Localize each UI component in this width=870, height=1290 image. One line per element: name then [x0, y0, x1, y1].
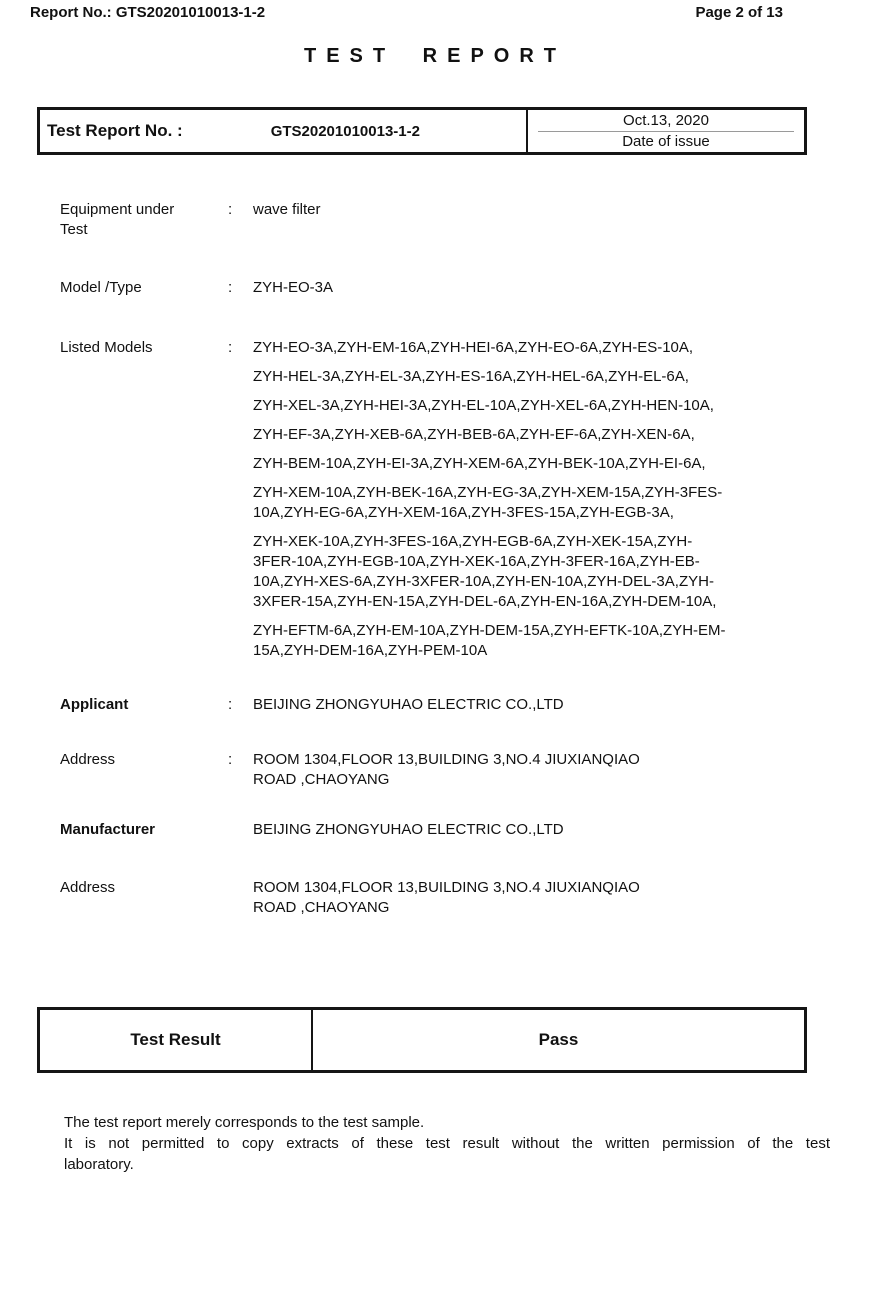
- address-line: ROAD ,CHAOYANG: [253, 771, 390, 788]
- test-result-label: Test Result: [40, 1010, 313, 1070]
- field-value: [253, 878, 820, 918]
- field-colon: :: [228, 696, 233, 713]
- page-title: TEST REPORT: [303, 45, 566, 67]
- field-value: BEIJING ZHONGYUHAO ELECTRIC CO.,LTD: [253, 821, 564, 838]
- disclaimer-line: It is not permitted to copy extracts of these test result without the written permission of the test: [64, 1135, 830, 1152]
- model-line: ZYH-EF-3A,ZYH-XEB-6A,ZYH-BEB-6A,ZYH-EF-6A,ZYH-XEN-6A,: [253, 426, 695, 443]
- field-colon: :: [228, 201, 233, 218]
- field-label: Model /Type: [60, 279, 142, 296]
- model-line: ZYH-EFTM-6A,ZYH-EM-10A,ZYH-DEM-15A,ZYH-EFTK-10A,ZYH-EM-: [253, 622, 726, 639]
- issue-date-caption: Date of issue: [622, 133, 710, 151]
- model-line: ZYH-XEK-10A,ZYH-3FES-16A,ZYH-EGB-6A,ZYH-XEK-15A,ZYH-: [253, 533, 693, 550]
- model-line: ZYH-HEL-3A,ZYH-EL-3A,ZYH-ES-16A,ZYH-HEL-6A,ZYH-EL-6A,: [253, 368, 689, 385]
- field-colon: :: [228, 279, 233, 296]
- field-value: BEIJING ZHONGYUHAO ELECTRIC CO.,LTD: [253, 696, 564, 713]
- report-info-table: [37, 107, 807, 155]
- disclaimer: [64, 1112, 830, 1175]
- disclaimer-line: The test report merely corresponds to the test sample.: [64, 1114, 425, 1131]
- address-line: ROOM 1304,FLOOR 13,BUILDING 3,NO.4 JIUXIANQIAO: [253, 751, 640, 768]
- model-line: ZYH-XEL-3A,ZYH-HEI-3A,ZYH-EL-10A,ZYH-XEL-6A,ZYH-HEN-10A,: [253, 397, 714, 414]
- field-label: Manufacturer: [60, 821, 156, 838]
- report-no-label: Test Report No. :: [47, 121, 183, 140]
- report-no-value: GTS20201010013-1-2: [270, 122, 420, 140]
- address-line: ROOM 1304,FLOOR 13,BUILDING 3,NO.4 JIUXIANQIAO: [253, 879, 640, 896]
- model-line: 10A,ZYH-XES-6A,ZYH-3XFER-10A,ZYH-EN-10A,ZYH-DEL-3A,ZYH-: [253, 573, 714, 590]
- field-value: wave filter: [253, 201, 321, 218]
- field-colon: [228, 878, 253, 918]
- header-report-no: Report No.: GTS20201010013-1-2: [30, 4, 266, 21]
- model-line: 10A,ZYH-EG-6A,ZYH-XEM-16A,ZYH-3FES-15A,ZYH-EGB-3A,: [253, 504, 674, 521]
- field-colon: :: [228, 339, 233, 356]
- field-applicant-address: [60, 750, 820, 790]
- running-header: [30, 4, 783, 22]
- field-label: Listed Models: [60, 339, 153, 356]
- field-manufacturer: [60, 820, 820, 840]
- model-line: ZYH-EO-3A,ZYH-EM-16A,ZYH-HEI-6A,ZYH-EO-6A,ZYH-ES-10A,: [253, 339, 694, 356]
- field-label: Equipment under Test: [60, 201, 175, 238]
- listed-models-list: [253, 338, 820, 661]
- header-page-number: Page 2 of 13: [695, 4, 783, 21]
- address-line: ROAD ,CHAOYANG: [253, 899, 390, 916]
- disclaimer-line: laboratory.: [64, 1156, 134, 1173]
- model-line: ZYH-XEM-10A,ZYH-BEK-16A,ZYH-EG-3A,ZYH-XEM-15A,ZYH-3FES-: [253, 484, 723, 501]
- field-colon: :: [228, 751, 233, 768]
- model-line: 3XFER-15A,ZYH-EN-15A,ZYH-DEL-6A,ZYH-EN-16A,ZYH-DEM-10A,: [253, 593, 717, 610]
- field-label: Address: [60, 879, 116, 896]
- field-label: Address: [60, 751, 116, 768]
- test-result-value: Pass: [538, 1030, 579, 1049]
- model-line: 15A,ZYH-DEM-16A,ZYH-PEM-10A: [253, 642, 488, 659]
- report-info-left-cell: [40, 110, 528, 152]
- model-line: 3FER-10A,ZYH-EGB-10A,ZYH-XEK-16A,ZYH-3FER-16A,ZYH-EB-: [253, 553, 700, 570]
- field-value: [253, 750, 820, 790]
- field-value: ZYH-EO-3A: [253, 279, 334, 296]
- field-equipment: [60, 200, 820, 240]
- issue-date: Oct.13, 2020: [538, 110, 794, 132]
- field-listed-models: [60, 338, 820, 661]
- field-applicant: [60, 695, 820, 715]
- model-line: ZYH-BEM-10A,ZYH-EI-3A,ZYH-XEM-6A,ZYH-BEK-10A,ZYH-EI-6A,: [253, 455, 706, 472]
- report-info-date-cell: [528, 110, 804, 152]
- test-result-table: [37, 1007, 807, 1073]
- field-colon: [228, 820, 253, 840]
- field-model-type: [60, 278, 820, 298]
- field-manufacturer-address: [60, 878, 820, 918]
- field-label: Applicant: [60, 696, 129, 713]
